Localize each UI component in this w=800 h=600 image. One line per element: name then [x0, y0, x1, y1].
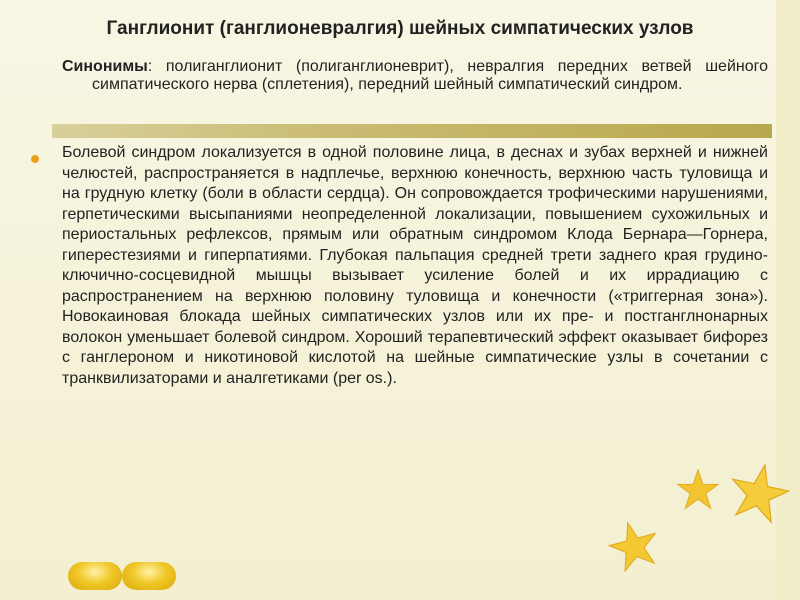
bullet-icon — [31, 155, 39, 163]
star-icon — [676, 468, 720, 512]
star-icon — [608, 520, 660, 572]
decorative-pill-left — [68, 562, 122, 590]
decorative-divider — [52, 124, 772, 138]
synonyms-text: : полиганглионит (полиганглионеврит), невралгия передних ветвей шейного симпатического нерва (сплетения), передний шейный симпатический синдром. — [92, 58, 768, 93]
body-paragraph: Болевой синдром локализуется в одной половине лица, в деснах и зубах верхней и нижней челюстей, распространяется в надплечье, верхнюю конечность, верхнюю часть туловища и на грудную клетку (боли в области сердца). Он сопровождается трофическими нарушениями, герпетическими высыпаниями неопределенной локализации, повышением сухожильных и периостальных рефлексов, прямым или обратным синдромом Клода Бернара—Горнера, гиперестезиями и гиперпатиями. Глубокая пальпация средней трети заднего края грудино-ключично-сосцевидной мышцы вызывает усиление болей и их иррадиацию с распространением на верхнюю половину туловища и конечности («триггерная зона»). Новокаиновая блокада шейных симпатических узлов или их пре- и постганглнонарных волокон уменьшает болевой синдром. Хороший терапевтический эффект оказывает бифорез с ганглероном и никотиновой кислотой на шейные симпатические узлы в сочетании с транквилизаторами и аналгетиками (per os.). — [62, 144, 768, 387]
synonyms-label: Синонимы — [62, 58, 148, 75]
page-title: Ганглионит (ганглионевралгия) шейных симпатических узлов — [106, 18, 694, 39]
decorative-pill-right — [122, 562, 176, 590]
star-icon — [728, 462, 790, 524]
synonyms-paragraph — [62, 58, 768, 94]
